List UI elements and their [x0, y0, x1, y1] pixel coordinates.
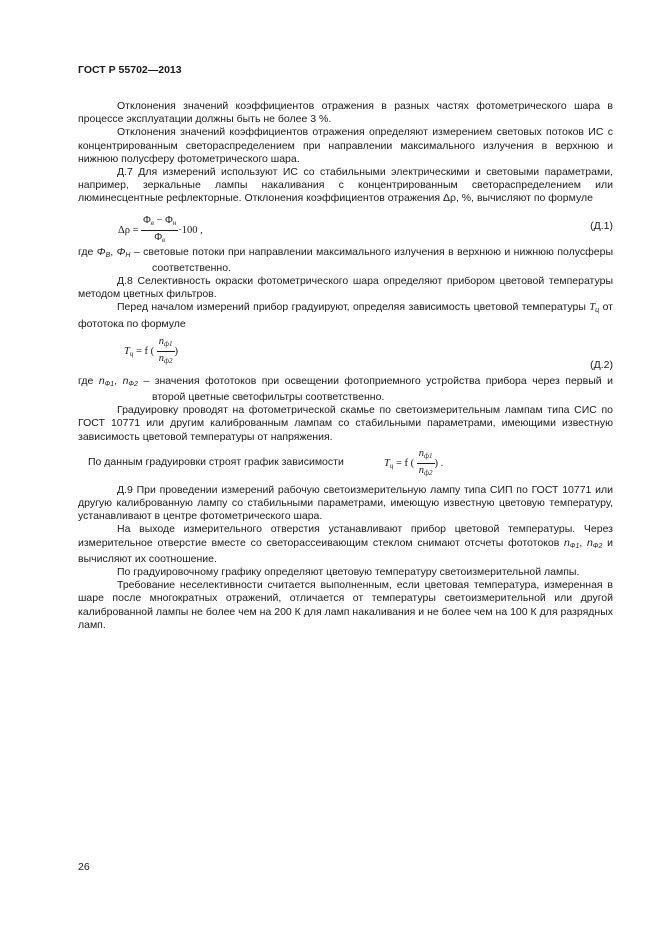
paragraph: Требование неселективности считается выполненным, если цветовая температура, измеренная в шаре после многократных отражений, отличается от температуры светоизмерительной или другой калиброванной лампы не более чем на 200 К для ламп накаливания и не более чем на 100 К для разрядных ламп.	[78, 579, 613, 631]
paragraph: Градуировку проводят на фотометрической скамье по светоизмерительным лампам типа СИС по ГОСТ 10771 или другим калиброванным лампам со стабильными параметрами, имеющими известную зависимость цветовой температуры от напряжения.	[78, 404, 613, 443]
fraction: $\frac{n_{ф1}}{n_{ф2}}$	[158, 335, 173, 366]
paragraph: На выходе измерительного отверстия устанавливают прибор цветовой температуры. Через измерительное отверстие вместе со светорассеивающим стеклом снимают отсчеты фототоков $n_{Ф1}$, $n_{Ф2}$ и вычисляют их соотношение.	[78, 523, 613, 565]
formula-d1	[78, 206, 613, 246]
paragraph-d8: Д.8 Селективность окраски фотометрического шара определяют прибором цветовой температуры методом цветных фильтров.	[78, 275, 613, 301]
paragraph: По градуировочному графику определяют цветовую температуру светоизмерительной лампы.	[117, 566, 580, 579]
formula-lhs: Δρ =	[118, 224, 139, 236]
paragraph-d7: Д.7 Для измерений используют ИС со стабильными электрическими и световыми параметрами, например, зеркальные лампы накаливания с концентрированным светораспределением или люминесцентные рефлекторные. Отклонения коэффициентов отражения Δρ, %, вычисляют по формуле	[78, 166, 613, 205]
fraction: $\frac{n_{ф1}}{n_{ф2}}$	[418, 447, 433, 478]
where-clause: где $n_{Ф1}$, $n_{Ф2}$ – значения фототоков при освещении фотоприемного устройства прибора через первый и второй цветные светофильтры соответственно.	[78, 374, 613, 404]
formula-d2: $T_ц = f$ ( $\frac{n_{ф1}}{n_{ф2}}$ ) (Д.2)	[124, 335, 613, 371]
where-clause: где $\Phi_В$, $\Phi_Н$ – световые потоки при направлении максимального излучения в верхнюю и нижнюю полусферы соответственно.	[78, 245, 614, 274]
formula-graph: По данным градуировки строят график зависимости $T_ц = f$ ( $\frac{n_{ф1}}{n_{ф2}}$ ) .	[78, 444, 613, 484]
paragraph: Отклонения значений коэффициентов отражения в разных частях фотометрического шара в процессе эксплуатации должны быть не более 3 %.	[78, 100, 613, 126]
page-number: 26	[78, 861, 90, 873]
paragraph: Перед началом измерений прибор градуируют, определяя зависимость цветовой температуры $T_ц$ от фототока по формуле	[78, 301, 613, 330]
fraction: $\frac{\Phi_в - \Phi_н}{\Phi_в}$	[143, 214, 177, 244]
document-body	[78, 100, 613, 632]
paragraph-d9: Д.9 При проведении измерений рабочую светоизмерительную лампу типа СИП по ГОСТ 10771 или другую калиброванную лампу со стабильными параметрами, имеющую известную цветовую температуру, устанавливают в центре фотометрического шара.	[78, 483, 613, 523]
formula-number: (Д.1)	[590, 219, 613, 232]
formula-tail: ·100 ,	[178, 224, 203, 236]
formula-number: (Д.2)	[590, 358, 613, 371]
document-header: ГОСТ Р 55702—2013	[78, 64, 182, 76]
paragraph: Отклонения значений коэффициентов отражения определяют измерением световых потоков ИС с концентрированным светораспределением при направлении максимального излучения в верхнюю и нижнюю полусферу фотометрического шара.	[78, 126, 613, 165]
